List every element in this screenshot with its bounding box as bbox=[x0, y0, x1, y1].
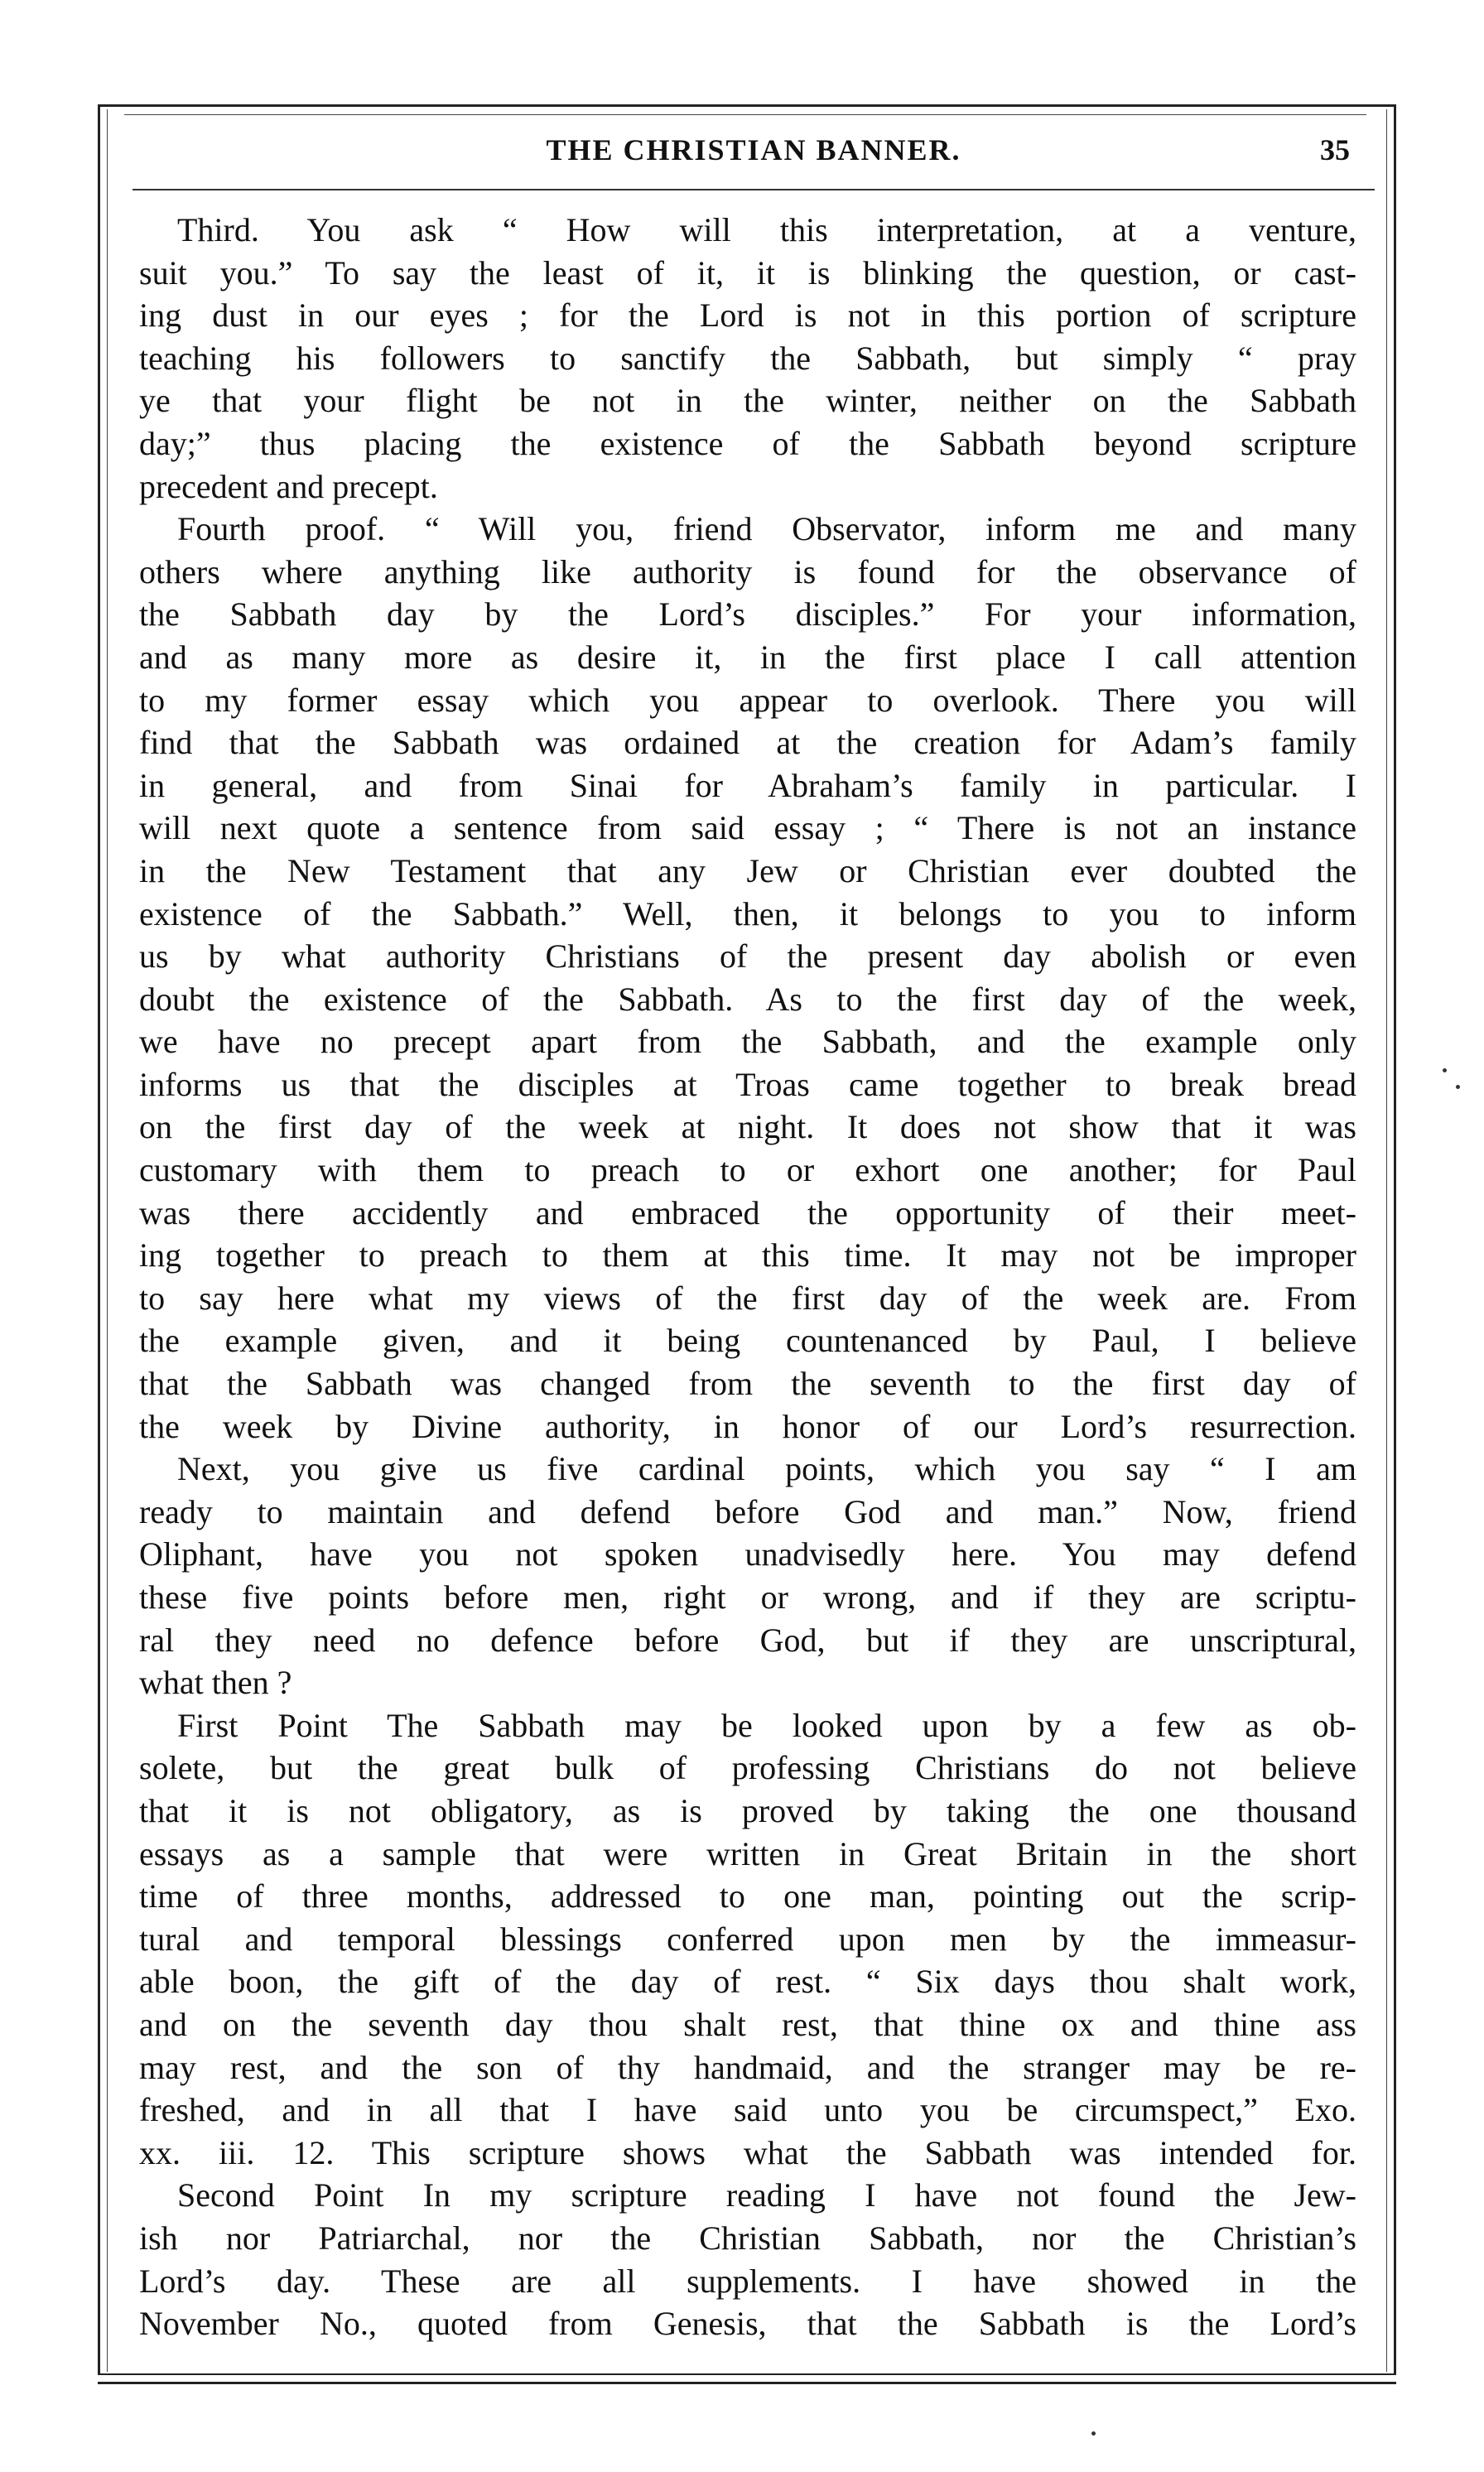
text-line: and on the seventh day thou shalt rest, that thine ox and thine ass bbox=[139, 2005, 1356, 2043]
article-text bbox=[139, 209, 1356, 2345]
text-line: Second Point In my scripture reading I have not found the Jew- bbox=[177, 2176, 1356, 2214]
text-line: to say here what my views of the first day of the week are. From bbox=[139, 1279, 1356, 1317]
text-line: that it is not obligatory, as is proved by taking the one thousand bbox=[139, 1791, 1356, 1829]
text-line: day;” thus placing the existence of the Sabbath beyond scripture bbox=[139, 424, 1356, 462]
print-speck bbox=[1443, 1068, 1447, 1072]
text-line: these five points before men, right or wrong, and if they are scriptu- bbox=[139, 1578, 1356, 1616]
text-line: essays as a sample that were written in Great Britain in the short bbox=[139, 1834, 1356, 1872]
text-line: ish nor Patriarchal, nor the Christian Sabbath, nor the Christian’s bbox=[139, 2219, 1356, 2257]
text-line: First Point The Sabbath may be looked upon by a few as ob- bbox=[177, 1706, 1356, 1744]
text-line: November No., quoted from Genesis, that the Sabbath is the Lord’s bbox=[139, 2305, 1356, 2343]
text-line: Oliphant, have you not spoken unadvisedly here. You may defend bbox=[139, 1535, 1356, 1573]
text-line: in general, and from Sinai for Abraham’s family in particular. I bbox=[139, 766, 1356, 804]
text-line: find that the Sabbath was ordained at the creation for Adam’s family bbox=[139, 724, 1356, 762]
text-line: customary with them to preach to or exhort one another; for Paul bbox=[139, 1151, 1356, 1189]
text-line: xx. iii. 12. This scripture shows what the Sabbath was intended for. bbox=[139, 2133, 1356, 2171]
text-line: will next quote a sentence from said essay ; “ There is not an instance bbox=[139, 809, 1356, 847]
text-line: to my former essay which you appear to overlook. There you will bbox=[139, 681, 1356, 719]
text-line: Third. You ask “ How will this interpretation, at a venture, bbox=[177, 211, 1356, 248]
text-line: ing dust in our eyes ; for the Lord is not in this portion of scripture bbox=[139, 296, 1356, 335]
header-rule bbox=[132, 189, 1375, 190]
text-line: Lord’s day. These are all supplements. I have showed in the bbox=[139, 2262, 1356, 2300]
text-line: was there accidently and embraced the opportunity of their meet- bbox=[139, 1193, 1356, 1231]
text-line: informs us that the disciples at Troas came together to break bread bbox=[139, 1065, 1356, 1103]
text-line: the example given, and it being countenanced by Paul, I believe bbox=[139, 1322, 1356, 1360]
text-line: ral they need no defence before God, but if they are unscriptural, bbox=[139, 1621, 1356, 1659]
text-line: on the first day of the week at night. It does not show that it was bbox=[139, 1108, 1356, 1146]
text-line: ing together to preach to them at this time. It may not be improper bbox=[139, 1236, 1356, 1275]
journal-title: THE CHRISTIAN BANNER. bbox=[546, 133, 961, 166]
text-line: precedent and precept. bbox=[139, 467, 438, 505]
bottom-border-thick-rule bbox=[98, 2382, 1396, 2384]
text-line: solete, but the great bulk of professing Christians do not believe bbox=[139, 1749, 1356, 1787]
text-line: the Sabbath day by the Lord’s disciples.” For your information, bbox=[139, 595, 1356, 634]
print-speck bbox=[1091, 2431, 1096, 2436]
text-line: in the New Testament that any Jew or Christian ever doubted the bbox=[139, 851, 1356, 889]
text-line: tural and temporal blessings conferred upon men by the immeasur- bbox=[139, 1920, 1356, 1958]
text-line: freshed, and in all that I have said unto you be circumspect,” Exo. bbox=[139, 2091, 1356, 2129]
text-line: teaching his followers to sanctify the Sabbath, but simply “ pray bbox=[139, 339, 1356, 377]
text-line: may rest, and the son of thy handmaid, and the stranger may be re- bbox=[139, 2048, 1356, 2086]
text-line: able boon, the gift of the day of rest. “ Six days thou shalt work, bbox=[139, 1963, 1356, 2001]
text-line: others where anything like authority is found for the observance of bbox=[139, 552, 1356, 590]
running-head bbox=[132, 133, 1375, 182]
text-line: time of three months, addressed to one man, pointing out the scrip- bbox=[139, 1877, 1356, 1915]
text-line: that the Sabbath was changed from the seventh to the first day of bbox=[139, 1365, 1356, 1403]
text-line: us by what authority Christians of the present day abolish or even bbox=[139, 937, 1356, 976]
text-line: existence of the Sabbath.” Well, then, it belongs to you to inform bbox=[139, 894, 1356, 932]
text-line: and as many more as desire it, in the first place I call attention bbox=[139, 638, 1356, 676]
text-line: doubt the existence of the Sabbath. As to the first day of the week, bbox=[139, 980, 1356, 1018]
text-line: the week by Divine authority, in honor of our Lord’s resurrection. bbox=[139, 1407, 1356, 1445]
text-line: ye that your flight be not in the winter, neither on the Sabbath bbox=[139, 382, 1356, 420]
print-speck bbox=[1456, 1085, 1460, 1089]
text-line: suit you.” To say the least of it, it is blinking the question, or cast- bbox=[139, 253, 1356, 292]
text-line: what then ? bbox=[139, 1664, 292, 1702]
text-line: Fourth proof. “ Will you, friend Observator, inform me and many bbox=[177, 510, 1356, 548]
text-line: we have no precept apart from the Sabbath, and the example only bbox=[139, 1023, 1356, 1061]
text-line: Next, you give us five cardinal points, which you say “ I am bbox=[177, 1450, 1356, 1488]
bottom-border-rule bbox=[98, 2373, 1396, 2375]
text-line: ready to maintain and defend before God and man.” Now, friend bbox=[139, 1492, 1356, 1530]
page-number: 35 bbox=[1320, 133, 1350, 166]
